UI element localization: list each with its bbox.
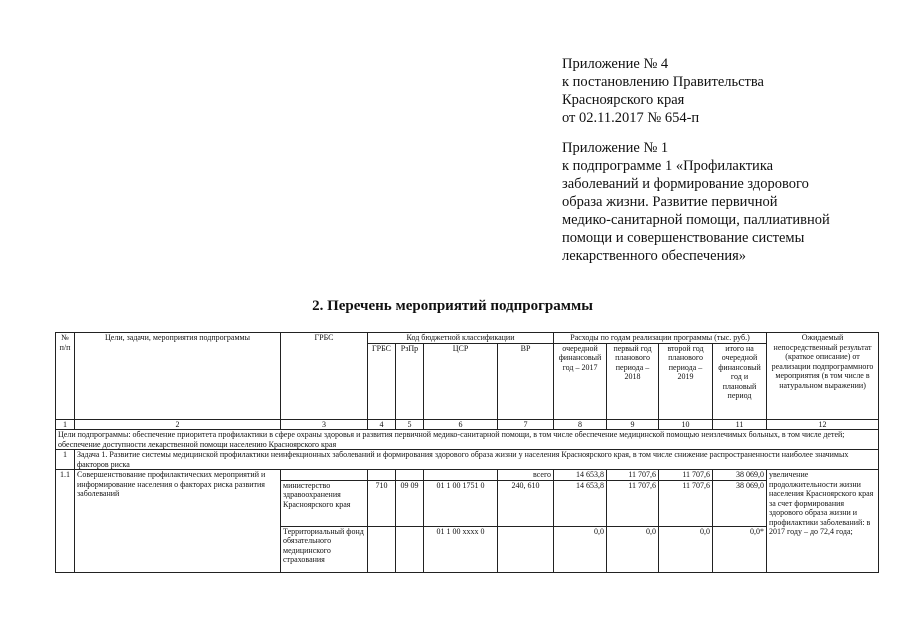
column-numbers-row [56, 419, 879, 430]
col-number: 9 [607, 419, 659, 430]
header-expected-result: Ожидаемый непосредственный результат (краткое описание) от реализации подпрограммного мероприятия (в том числе в натуральном выражении) [767, 333, 879, 420]
row-grbs: министерство здравоохранения Красноярского края [281, 480, 368, 526]
header-2019: второй год планового периода – 2019 [659, 343, 713, 419]
header-num: № п/п [56, 333, 75, 420]
header-goals: Цели, задачи, мероприятия подпрограммы [75, 333, 281, 420]
col-number: 8 [554, 419, 607, 430]
row-total: 38 069,0 [713, 480, 767, 526]
appendix-4-line3: Красноярского края [562, 92, 685, 108]
row-vr [498, 526, 554, 572]
task-row [56, 450, 879, 470]
header-grbs: ГРБС [281, 333, 368, 420]
row-grbs: Территориальный фонд обязательного медицинского страхования [281, 526, 368, 572]
measure-total-2019: 11 707,6 [659, 470, 713, 481]
row-grbs-code [368, 526, 396, 572]
row-2019: 11 707,6 [659, 480, 713, 526]
col-number: 11 [713, 419, 767, 430]
measure-total-2017: 14 653,8 [554, 470, 607, 481]
table-cell [368, 470, 396, 481]
header-2018: первый год планового периода – 2018 [607, 343, 659, 419]
appendix-4-line1: Приложение № 4 [562, 56, 669, 72]
appendix-1-line6: помощи и совершенствование системы [562, 230, 805, 246]
row-2017: 14 653,8 [554, 480, 607, 526]
table-header-row [56, 333, 879, 344]
row-vr: 240, 610 [498, 480, 554, 526]
header-vr: ВР [498, 343, 554, 419]
measure-total-sum: 38 069,0 [713, 470, 767, 481]
row-grbs-code: 710 [368, 480, 396, 526]
measures-table [55, 332, 879, 573]
col-number: 1 [56, 419, 75, 430]
header-csr: ЦСР [424, 343, 498, 419]
col-number: 3 [281, 419, 368, 430]
header-kbk: Код бюджетной классификации [368, 333, 554, 344]
col-number: 4 [368, 419, 396, 430]
measure-total-label: всего [498, 470, 554, 481]
header-expenses: Расходы по годам реализации программы (тыс. руб.) [554, 333, 767, 344]
goal-row [56, 430, 879, 450]
task-num: 1 [56, 450, 75, 470]
appendix-4-line2: к постановлению Правительства [562, 74, 764, 90]
row-total: 0,0* [713, 526, 767, 572]
measure-total-row [56, 470, 879, 481]
measure-num: 1.1 [56, 470, 75, 573]
row-2018: 11 707,6 [607, 480, 659, 526]
appendix-1-line2: к подпрограмме 1 «Профилактика [562, 158, 774, 174]
table-cell [424, 470, 498, 481]
table-cell [281, 470, 368, 481]
header-total: итого на очередной финансовый год и плановый период [713, 343, 767, 419]
col-number: 6 [424, 419, 498, 430]
header-grbs-code: ГРБС [368, 343, 396, 419]
header-rzpr: РзПр [396, 343, 424, 419]
row-2019: 0,0 [659, 526, 713, 572]
appendix-1-header [562, 139, 830, 265]
row-csr: 01 1 00 1751 0 [424, 480, 498, 526]
col-number: 2 [75, 419, 281, 430]
appendix-4-header [562, 55, 764, 127]
appendix-4-line4: от 02.11.2017 № 654-п [562, 110, 700, 126]
measure-text: Совершенствование профилактических мероприятий и информирование населения о факторах риска развития заболеваний [75, 470, 281, 573]
goal-text: Цели подпрограммы: обеспечение приоритета профилактики в сфере охраны здоровья и развития первичной медико-санитарной помощи, в том числе обеспечение медицинской помощью неизлечимых больных, в том числе детей; обеспечение доступности лекарственной помощи населению Красноярского края [56, 430, 879, 450]
col-number: 5 [396, 419, 424, 430]
col-number: 7 [498, 419, 554, 430]
row-csr: 01 1 00 хххх 0 [424, 526, 498, 572]
appendix-1-line7: лекарственного обеспечения» [562, 248, 747, 264]
col-number: 10 [659, 419, 713, 430]
measure-total-2018: 11 707,6 [607, 470, 659, 481]
appendix-1-line4: образа жизни. Развитие первичной [562, 194, 778, 210]
row-2017: 0,0 [554, 526, 607, 572]
col-number: 12 [767, 419, 879, 430]
appendix-1-line5: медико-санитарной помощи, паллиативной [562, 212, 830, 228]
header-2017: очередной финансовый год – 2017 [554, 343, 607, 419]
task-text: Задача 1. Развитие системы медицинской профилактики неинфекционных заболеваний и формирования здорового образа жизни у населения Красноярского края, в том числе снижение распространенности наиболее значимых факторов риска [75, 450, 879, 470]
row-rzpr: 09 09 [396, 480, 424, 526]
appendix-1-line1: Приложение № 1 [562, 140, 669, 156]
appendix-1-line3: заболеваний и формирование здорового [562, 176, 809, 192]
measure-result: увеличение продолжительности жизни населения Красноярского края за счет формирования здорового образа жизни и профилактики заболеваний: в 2017 году – до 72,4 года; [767, 470, 879, 573]
table-cell [396, 470, 424, 481]
row-2018: 0,0 [607, 526, 659, 572]
section-title: 2. Перечень мероприятий подпрограммы [312, 298, 593, 314]
row-rzpr [396, 526, 424, 572]
